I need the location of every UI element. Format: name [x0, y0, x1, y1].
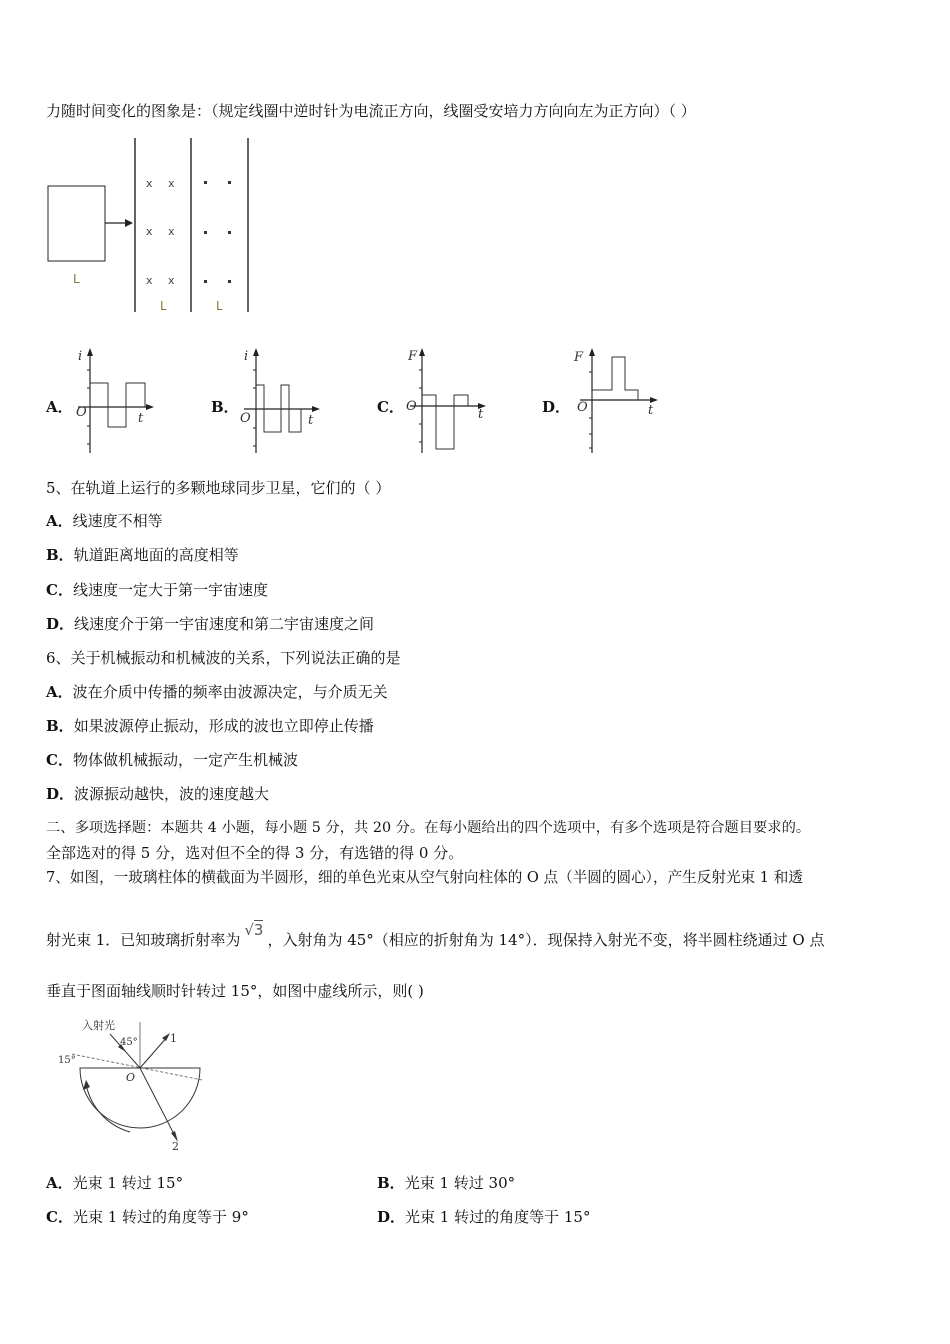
origin-label: O — [76, 405, 87, 420]
field-out-mark — [228, 231, 231, 234]
rotated-boundary-dashed — [72, 1054, 202, 1080]
q5-option-a: A．线速度不相等 — [46, 512, 163, 530]
velocity-arrowhead — [125, 219, 133, 227]
field-in-mark: x — [146, 274, 153, 287]
q7-stem-line2: 射光束 1．已知玻璃折射率为√3，入射角为 45°（相应的折射角为 14°）．现保持入射光不变，将半圆柱绕通过 O 点 — [46, 921, 825, 949]
q7-option-d: D．光束 1 转过的角度等于 15° — [377, 1208, 591, 1226]
rotation-arrow — [86, 1084, 130, 1132]
q6-option-c: C．物体做机械振动，一定产生机械波 — [46, 751, 298, 769]
graph-option-b — [236, 348, 346, 458]
q4-stem-tail: 力随时间变化的图象是：（规定线圈中逆时针为电流正方向，线圈受安培力方向向左为正方向）（ ） — [46, 102, 696, 120]
section2-scoring: 全部选对的得 5 分，选对但不全的得 3 分，有选错的得 0 分。 — [46, 844, 464, 862]
field-in-mark: x — [146, 225, 153, 238]
q6-stem: 6、关于机械振动和机械波的关系，下列说法正确的是 — [46, 649, 401, 667]
q6-option-a: A．波在介质中传播的频率由波源决定，与介质无关 — [46, 683, 388, 701]
x-axis-label: t — [308, 413, 314, 428]
option-d-label: D． — [542, 398, 571, 416]
graph-option-d — [572, 348, 682, 458]
sqrt-expression: √3 — [244, 921, 264, 939]
y-axis-label: i — [244, 349, 249, 364]
semicircle-glass-figure — [52, 1014, 222, 1154]
x-axis-label: t — [478, 407, 484, 422]
y-axis-label: F — [574, 350, 584, 365]
field-out-mark — [228, 280, 231, 283]
graph-option-c — [402, 348, 512, 458]
field-width-label: L — [216, 299, 223, 313]
q5-option-d: D．线速度介于第一宇宙速度和第二宇宙速度之间 — [46, 615, 375, 633]
option-b-label: B． — [211, 398, 239, 416]
beam-2-label: 2 — [172, 1140, 179, 1153]
q7-option-b: B．光束 1 转过 30° — [377, 1174, 516, 1192]
x-axis-label: t — [138, 411, 144, 426]
x-axis-label: t — [648, 403, 654, 418]
field-in-mark: x — [146, 177, 153, 190]
option-c-label: C． — [377, 398, 404, 416]
y-axis-label: i — [78, 349, 83, 364]
field-width-label: L — [160, 299, 167, 313]
q6-option-d: D．波源振动越快，波的速度越大 — [46, 785, 270, 803]
field-out-mark — [204, 231, 207, 234]
coil-rect — [48, 186, 105, 261]
field-out-mark — [204, 181, 207, 184]
origin-o-label: O — [126, 1071, 136, 1084]
q7-stem-line1: 7、如图，一玻璃柱体的横截面为半圆形，细的单色光束从空气射向柱体的 O 点（半圆的圆心），产生反射光束 1 和透 — [46, 869, 803, 886]
graph-option-a — [70, 348, 180, 458]
option-a-label: A． — [46, 398, 73, 416]
q7-option-c: C．光束 1 转过的角度等于 9° — [46, 1208, 249, 1226]
q5-option-c: C．线速度一定大于第一宇宙速度 — [46, 581, 268, 599]
q5-stem: 5、在轨道上运行的多颗地球同步卫星，它们的（ ） — [46, 479, 391, 497]
q7-stem-line3: 垂直于图面轴线顺时针转过 15°，如图中虚线所示，则( ) — [46, 982, 424, 1000]
q6-option-b: B．如果波源停止振动，形成的波也立即停止传播 — [46, 717, 374, 735]
semicircle-outline — [80, 1068, 200, 1128]
field-in-mark: x — [168, 274, 175, 287]
field-out-mark — [204, 280, 207, 283]
coil-label: L — [73, 272, 80, 286]
angle-45-label: 45° — [120, 1037, 138, 1048]
beam-1-label: 1 — [170, 1032, 177, 1045]
section2-heading: 二、多项选择题：本题共 4 小题，每小题 5 分，共 20 分。在每小题给出的四个选项中，有多个选项是符合题目要求的。 — [46, 820, 811, 836]
field-in-mark: x — [168, 177, 175, 190]
incident-label: 入射光 — [82, 1019, 115, 1032]
origin-label: O — [406, 399, 417, 414]
origin-label: O — [240, 411, 251, 426]
field-out-mark — [228, 181, 231, 184]
reflected-ray-1 — [140, 1036, 168, 1068]
q5-option-b: B．轨道距离地面的高度相等 — [46, 546, 239, 564]
origin-label: O — [577, 400, 588, 415]
coil-field-figure — [40, 130, 300, 320]
angle-15-label: 15° — [58, 1055, 76, 1066]
field-in-mark: x — [168, 225, 175, 238]
q7-option-a: A．光束 1 转过 15° — [46, 1174, 184, 1192]
y-axis-label: F — [408, 349, 418, 364]
